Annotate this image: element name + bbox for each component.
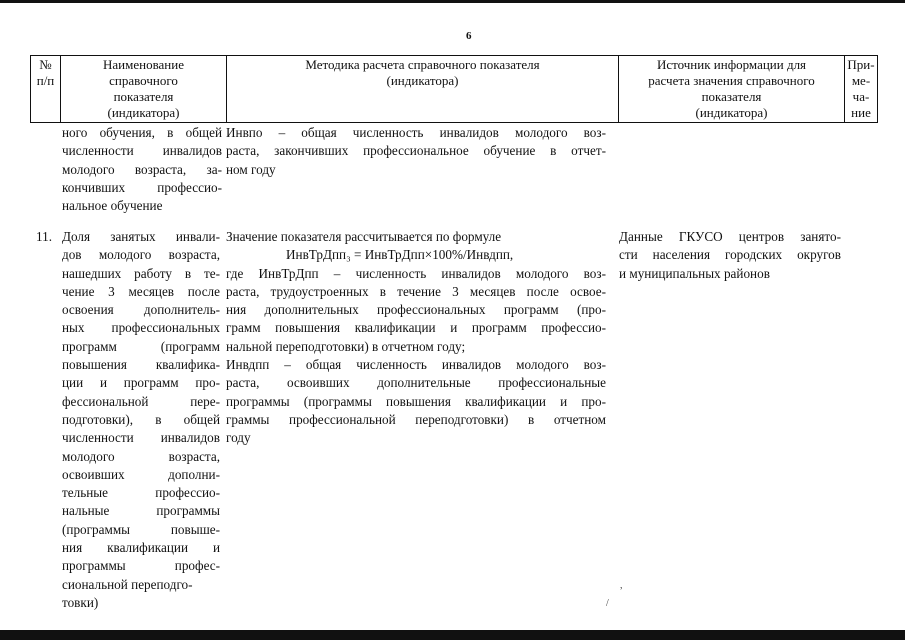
header-col-note	[845, 56, 877, 122]
text-line: и муниципальных районов	[619, 265, 770, 281]
text-line: ции и программ про-	[62, 375, 220, 391]
header-text: п/п	[36, 73, 55, 88]
header-text: Наименование	[103, 57, 184, 72]
text-line: численности инвалидов	[62, 430, 220, 446]
text-line: нальное обучение	[62, 198, 163, 214]
text-line: граммы профессиональной переподготовки) в отчетном	[226, 411, 606, 427]
text-line: освоивших дополни-	[62, 466, 220, 482]
header-text: При-	[847, 57, 875, 72]
text-line: ния квалификации и	[62, 540, 220, 556]
text-line: тельные профессио-	[62, 485, 220, 501]
text-line: численности инвалидов	[62, 143, 222, 159]
row-11-method	[226, 228, 606, 448]
text-line: молодого возраста, за-	[62, 161, 222, 177]
cont-row-name	[62, 124, 222, 215]
text-line: ных профессиональных	[62, 320, 220, 336]
text-line: ния дополнительных профессиональных программ (про-	[226, 302, 606, 318]
scan-speck: ,	[620, 580, 623, 591]
formula: ИнвТрДпп₃ = ИнвТрДпп×100%/Инвдпп,	[286, 247, 514, 263]
text-line: (программы повыше-	[62, 521, 220, 537]
text-line: раста, освоивших дополнительные профессиональные	[226, 375, 606, 391]
scan-bottom-edge	[0, 630, 905, 640]
text-line: фессиональной пере-	[62, 393, 220, 409]
header-text: Источник информации для	[656, 57, 807, 72]
header-text: №	[39, 57, 52, 72]
text-line: году	[226, 430, 251, 446]
text-line: ном году	[226, 161, 276, 177]
text-line: Данные ГКУСО центров занято-	[619, 229, 841, 244]
text-line: Значение показателя рассчитывается по формуле	[226, 229, 502, 244]
header-text: справочного	[109, 73, 178, 88]
row-11-name	[62, 228, 220, 612]
header-text: ча-	[852, 89, 870, 104]
header-col-source	[619, 56, 845, 122]
scan-top-edge	[0, 0, 905, 3]
text-line: повышения квалифика-	[62, 357, 220, 373]
text-line: чение 3 месяцев после	[62, 283, 220, 299]
table-header	[30, 55, 878, 123]
row-11-number: 11.	[36, 229, 52, 244]
text-line: нашедших работу в те-	[62, 265, 220, 281]
header-text: (индикатора)	[695, 105, 768, 120]
text-line: программы профес-	[62, 558, 220, 574]
text-line: раста, трудоустроенных в течение 3 месяцев после освое-	[226, 283, 606, 299]
text-line: нальные программы	[62, 503, 220, 519]
text-line: грамм повышения квалификации и программ профессио-	[226, 320, 606, 336]
text-line: Инвдпп – общая численность инвалидов молодого воз-	[226, 357, 606, 373]
text-line: товки)	[62, 594, 99, 610]
row-11-source	[619, 228, 841, 283]
text-line: освоения дополнитель-	[62, 302, 220, 318]
text-line: Доля занятых инвали-	[62, 229, 220, 244]
header-text: (индикатора)	[386, 73, 459, 88]
header-text: расчета значения справочного	[648, 73, 815, 88]
header-text: (индикатора)	[107, 105, 180, 120]
text-line: сиональной переподго-	[62, 576, 193, 592]
text-line: дов молодого возраста,	[62, 247, 220, 263]
header-col-name	[61, 56, 227, 122]
header-text: ме-	[851, 73, 871, 88]
header-text: ние	[851, 105, 871, 120]
text-line: программы (программы повышения квалификации и про-	[226, 393, 606, 409]
header-col-number	[31, 56, 61, 122]
text-line: ного обучения, в общей	[62, 125, 222, 140]
text-line: сти населения городских округов	[619, 247, 841, 263]
text-line: программ (программ	[62, 338, 220, 354]
text-line: нальной переподготовки) в отчетном году;	[226, 338, 466, 354]
text-line: кончивших профессио-	[62, 179, 222, 195]
scan-speck: /	[606, 598, 609, 609]
header-text: Методика расчета справочного показателя	[305, 57, 540, 72]
text-line: Инвпо – общая численность инвалидов молодого воз-	[226, 125, 606, 140]
header-col-method	[227, 56, 619, 122]
header-text: показателя	[113, 89, 174, 104]
text-line: где ИнвТрДпп – численность инвалидов молодого воз-	[226, 265, 606, 281]
text-line: подготовки), в общей	[62, 411, 220, 427]
text-line: раста, закончивших профессиональное обучение в отчет-	[226, 143, 606, 159]
header-text: показателя	[701, 89, 762, 104]
text-line: молодого возраста,	[62, 448, 220, 464]
page-number: 6	[466, 30, 472, 42]
cont-row-method	[226, 124, 606, 179]
